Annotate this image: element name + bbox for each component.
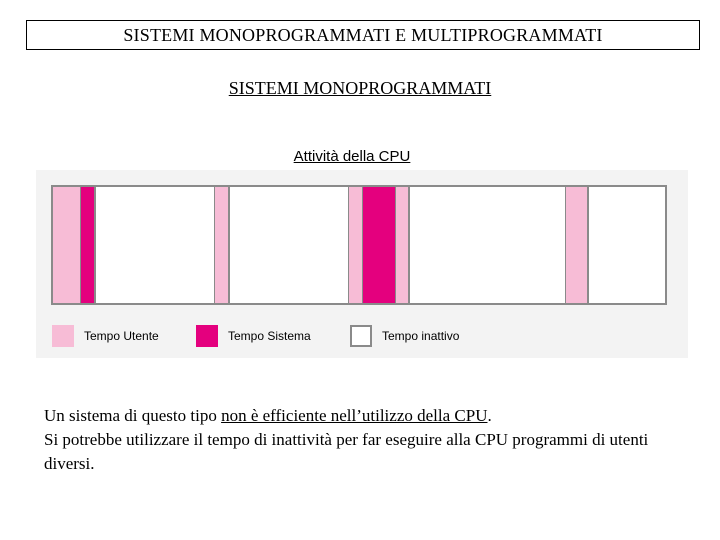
timeline-segment-sistema <box>363 187 396 303</box>
slide-title-box <box>26 20 700 50</box>
explanation-line-1 <box>44 404 694 428</box>
timeline-segment-inattivo <box>588 187 665 303</box>
explanation-line-1-emphasis: non è efficiente nell’utilizzo della CPU <box>221 406 488 425</box>
timeline-segment-inattivo <box>95 187 215 303</box>
legend-label-sistema: Tempo Sistema <box>228 329 311 343</box>
explanation-line-1-prefix: Un sistema di questo tipo <box>44 406 222 425</box>
cpu-timeline <box>51 185 667 305</box>
explanation-text <box>44 404 694 476</box>
diagram-caption: Attività della CPU <box>293 148 411 165</box>
timeline-segment-utente <box>215 187 229 303</box>
timeline-segment-utente <box>349 187 363 303</box>
explanation-line-2: Si potrebbe utilizzare il tempo di inattività per far eseguire alla CPU programmi di utenti diversi. <box>44 430 649 473</box>
timeline-segment-sistema <box>81 187 95 303</box>
timeline-segment-utente <box>396 187 410 303</box>
cpu-activity-diagram <box>36 170 688 358</box>
slide-title: SISTEMI MONOPROGRAMMATI E MULTIPROGRAMMATI <box>123 24 603 45</box>
legend-swatch-utente <box>52 325 74 347</box>
legend-item-inattivo <box>350 325 459 347</box>
legend-item-utente <box>52 325 159 347</box>
legend-label-utente: Tempo Utente <box>84 329 159 343</box>
legend-item-sistema <box>196 325 311 347</box>
timeline-segment-utente <box>53 187 81 303</box>
timeline-segment-inattivo <box>409 187 566 303</box>
legend-swatch-inattivo <box>350 325 372 347</box>
timeline-segment-inattivo <box>229 187 349 303</box>
diagram-legend <box>52 325 672 349</box>
section-subtitle: SISTEMI MONOPROGRAMMATI <box>228 78 492 98</box>
legend-swatch-sistema <box>196 325 218 347</box>
timeline-segment-utente <box>566 187 588 303</box>
explanation-line-1-suffix: . <box>487 406 492 425</box>
legend-label-inattivo: Tempo inattivo <box>382 329 460 343</box>
